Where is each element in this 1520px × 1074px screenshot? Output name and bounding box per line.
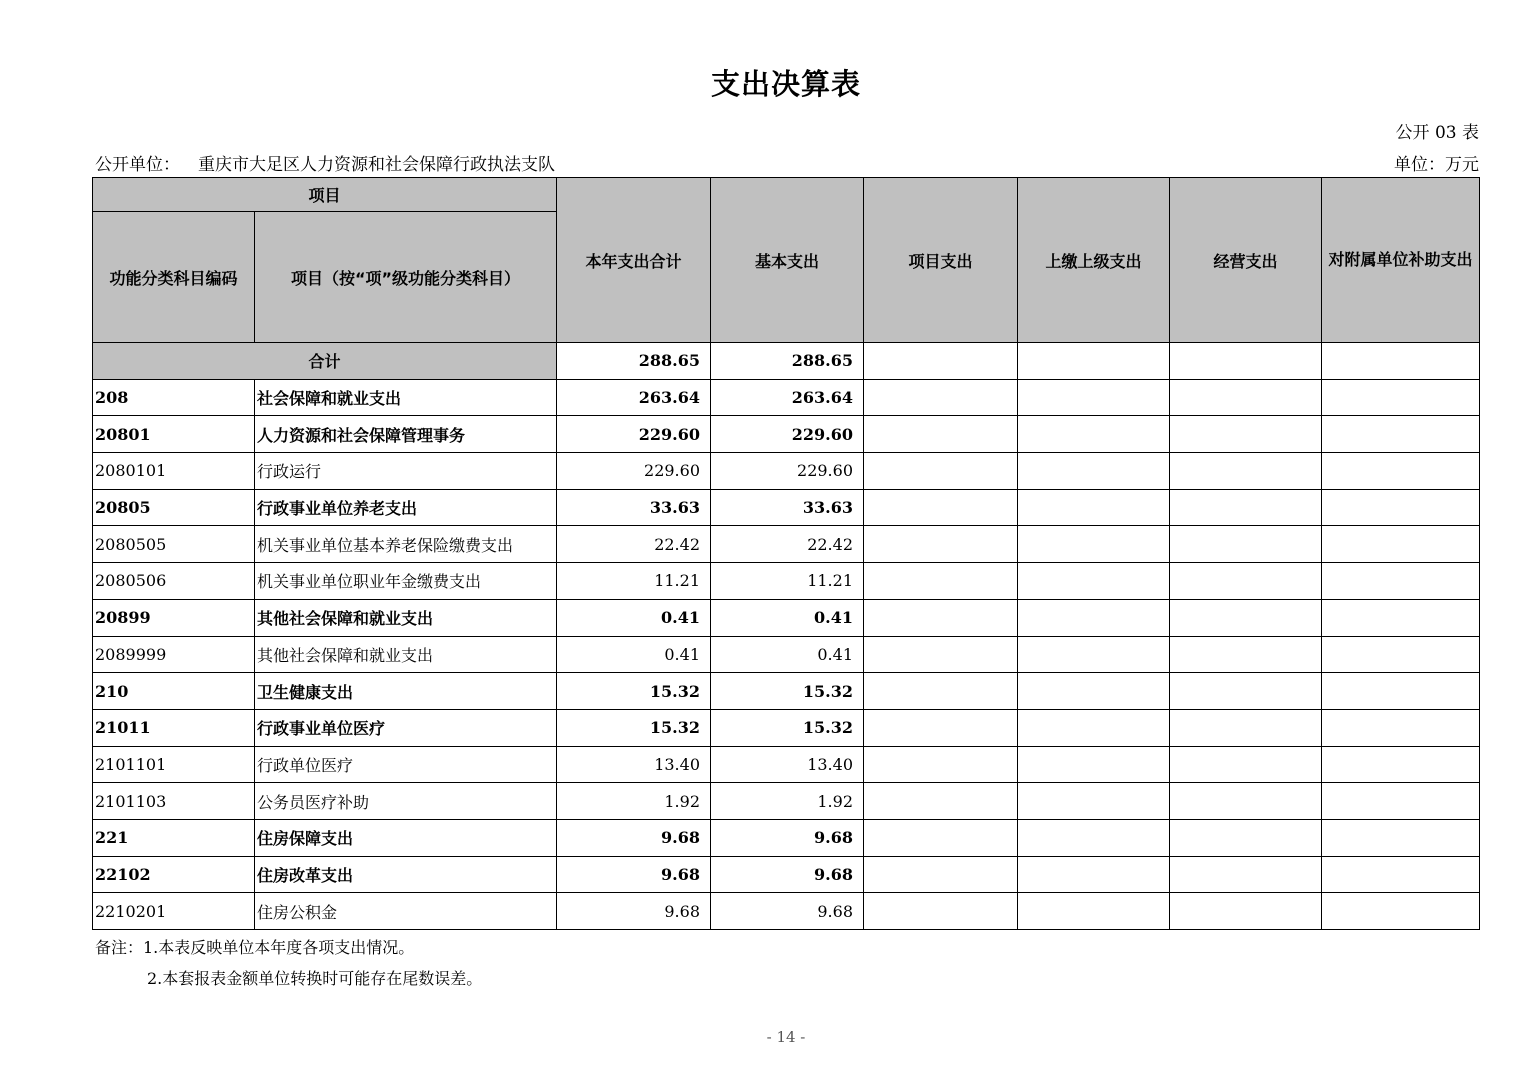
row-code: 21011 bbox=[93, 709, 255, 746]
row-upper-payment bbox=[1018, 416, 1170, 453]
row-subsidy bbox=[1322, 783, 1480, 820]
header-business: 经营支出 bbox=[1170, 178, 1322, 343]
row-total: 0.41 bbox=[557, 636, 711, 673]
table-row bbox=[93, 709, 1480, 746]
row-basic: 263.64 bbox=[711, 379, 864, 416]
table-row bbox=[93, 563, 1480, 600]
table-row bbox=[93, 783, 1480, 820]
row-total: 33.63 bbox=[557, 489, 711, 526]
row-code: 20805 bbox=[93, 489, 255, 526]
header-project: 项目 bbox=[93, 178, 557, 212]
row-basic: 9.68 bbox=[711, 819, 864, 856]
total-amount: 288.65 bbox=[557, 343, 711, 380]
row-name: 行政单位医疗 bbox=[255, 746, 557, 783]
row-subsidy bbox=[1322, 379, 1480, 416]
row-project-expense bbox=[864, 819, 1018, 856]
row-upper-payment bbox=[1018, 489, 1170, 526]
row-project-expense bbox=[864, 673, 1018, 710]
row-business bbox=[1170, 709, 1322, 746]
row-upper-payment bbox=[1018, 783, 1170, 820]
row-code: 22102 bbox=[93, 856, 255, 893]
row-upper-payment bbox=[1018, 746, 1170, 783]
row-upper-payment bbox=[1018, 563, 1170, 600]
row-total: 0.41 bbox=[557, 599, 711, 636]
table-row bbox=[93, 599, 1480, 636]
row-name: 公务员医疗补助 bbox=[255, 783, 557, 820]
row-upper-payment bbox=[1018, 636, 1170, 673]
row-name: 社会保障和就业支出 bbox=[255, 379, 557, 416]
unit-label: 公开单位： bbox=[95, 155, 180, 175]
row-project-expense bbox=[864, 709, 1018, 746]
row-total: 15.32 bbox=[557, 709, 711, 746]
row-code: 2101101 bbox=[93, 746, 255, 783]
row-subsidy bbox=[1322, 819, 1480, 856]
table-row bbox=[93, 746, 1480, 783]
row-total: 1.92 bbox=[557, 783, 711, 820]
table-row bbox=[93, 893, 1480, 930]
row-code: 221 bbox=[93, 819, 255, 856]
header-upper-payment: 上缴上级支出 bbox=[1018, 178, 1170, 343]
row-subsidy bbox=[1322, 599, 1480, 636]
row-code: 20801 bbox=[93, 416, 255, 453]
row-total: 229.60 bbox=[557, 416, 711, 453]
total-basic: 288.65 bbox=[711, 343, 864, 380]
row-subsidy bbox=[1322, 636, 1480, 673]
note-2: 2.本套报表金额单位转换时可能存在尾数误差。 bbox=[147, 969, 483, 988]
total-business bbox=[1170, 343, 1322, 380]
row-business bbox=[1170, 379, 1322, 416]
row-name: 其他社会保障和就业支出 bbox=[255, 636, 557, 673]
form-number: 公开 03 表 bbox=[1395, 123, 1479, 143]
row-code: 2210201 bbox=[93, 893, 255, 930]
row-subsidy bbox=[1322, 453, 1480, 490]
row-total: 13.40 bbox=[557, 746, 711, 783]
row-business bbox=[1170, 783, 1322, 820]
row-name: 卫生健康支出 bbox=[255, 673, 557, 710]
row-basic: 0.41 bbox=[711, 636, 864, 673]
row-code: 2080101 bbox=[93, 453, 255, 490]
row-upper-payment bbox=[1018, 526, 1170, 563]
row-project-expense bbox=[864, 599, 1018, 636]
header-basic: 基本支出 bbox=[711, 178, 864, 343]
total-label: 合计 bbox=[93, 343, 557, 380]
row-business bbox=[1170, 673, 1322, 710]
row-total: 15.32 bbox=[557, 673, 711, 710]
row-name: 其他社会保障和就业支出 bbox=[255, 599, 557, 636]
row-subsidy bbox=[1322, 746, 1480, 783]
row-business bbox=[1170, 746, 1322, 783]
row-basic: 11.21 bbox=[711, 563, 864, 600]
row-business bbox=[1170, 489, 1322, 526]
row-basic: 9.68 bbox=[711, 893, 864, 930]
reporting-unit bbox=[95, 150, 555, 175]
row-name: 住房公积金 bbox=[255, 893, 557, 930]
row-basic: 229.60 bbox=[711, 416, 864, 453]
row-project-expense bbox=[864, 856, 1018, 893]
unit-name: 重庆市大足区人力资源和社会保障行政执法支队 bbox=[198, 155, 555, 175]
row-code: 2089999 bbox=[93, 636, 255, 673]
row-project-expense bbox=[864, 526, 1018, 563]
row-code: 2101103 bbox=[93, 783, 255, 820]
row-subsidy bbox=[1322, 563, 1480, 600]
table-row bbox=[93, 416, 1480, 453]
row-total: 229.60 bbox=[557, 453, 711, 490]
row-business bbox=[1170, 599, 1322, 636]
row-code: 20899 bbox=[93, 599, 255, 636]
table-row bbox=[93, 673, 1480, 710]
row-business bbox=[1170, 453, 1322, 490]
table-row bbox=[93, 636, 1480, 673]
row-project-expense bbox=[864, 893, 1018, 930]
total-row bbox=[93, 343, 1480, 380]
row-business bbox=[1170, 636, 1322, 673]
row-basic: 15.32 bbox=[711, 673, 864, 710]
row-total: 22.42 bbox=[557, 526, 711, 563]
row-project-expense bbox=[864, 563, 1018, 600]
row-name: 行政运行 bbox=[255, 453, 557, 490]
row-upper-payment bbox=[1018, 893, 1170, 930]
note-1: 备注：1.本表反映单位本年度各项支出情况。 bbox=[95, 938, 415, 957]
row-project-expense bbox=[864, 636, 1018, 673]
row-subsidy bbox=[1322, 709, 1480, 746]
table-row bbox=[93, 819, 1480, 856]
total-project-expense bbox=[864, 343, 1018, 380]
row-subsidy bbox=[1322, 893, 1480, 930]
row-business bbox=[1170, 893, 1322, 930]
row-basic: 33.63 bbox=[711, 489, 864, 526]
table-row bbox=[93, 526, 1480, 563]
row-subsidy bbox=[1322, 489, 1480, 526]
row-basic: 22.42 bbox=[711, 526, 864, 563]
row-project-expense bbox=[864, 489, 1018, 526]
row-business bbox=[1170, 416, 1322, 453]
row-business bbox=[1170, 563, 1322, 600]
row-subsidy bbox=[1322, 416, 1480, 453]
currency-unit: 单位：万元 bbox=[1394, 155, 1479, 175]
row-subsidy bbox=[1322, 856, 1480, 893]
row-name: 行政事业单位医疗 bbox=[255, 709, 557, 746]
row-business bbox=[1170, 526, 1322, 563]
row-name: 机关事业单位职业年金缴费支出 bbox=[255, 563, 557, 600]
table-row bbox=[93, 856, 1480, 893]
row-project-expense bbox=[864, 453, 1018, 490]
row-basic: 229.60 bbox=[711, 453, 864, 490]
total-subsidy bbox=[1322, 343, 1480, 380]
row-total: 9.68 bbox=[557, 856, 711, 893]
row-business bbox=[1170, 819, 1322, 856]
row-project-expense bbox=[864, 783, 1018, 820]
row-total: 263.64 bbox=[557, 379, 711, 416]
row-upper-payment bbox=[1018, 453, 1170, 490]
row-business bbox=[1170, 856, 1322, 893]
row-upper-payment bbox=[1018, 709, 1170, 746]
table-row bbox=[93, 489, 1480, 526]
row-basic: 15.32 bbox=[711, 709, 864, 746]
row-basic: 0.41 bbox=[711, 599, 864, 636]
row-code: 208 bbox=[93, 379, 255, 416]
row-basic: 1.92 bbox=[711, 783, 864, 820]
row-name: 人力资源和社会保障管理事务 bbox=[255, 416, 557, 453]
header-total: 本年支出合计 bbox=[557, 178, 711, 343]
table-row bbox=[93, 379, 1480, 416]
page-title: 支出决算表 bbox=[710, 67, 861, 101]
row-basic: 13.40 bbox=[711, 746, 864, 783]
row-upper-payment bbox=[1018, 379, 1170, 416]
expenditure-table bbox=[92, 177, 1480, 930]
table-row bbox=[93, 453, 1480, 490]
row-code: 2080505 bbox=[93, 526, 255, 563]
header-subsidy: 对附属单位补助支出 bbox=[1322, 178, 1480, 343]
row-name: 机关事业单位基本养老保险缴费支出 bbox=[255, 526, 557, 563]
row-name: 住房保障支出 bbox=[255, 819, 557, 856]
row-code: 210 bbox=[93, 673, 255, 710]
row-upper-payment bbox=[1018, 673, 1170, 710]
total-upper-payment bbox=[1018, 343, 1170, 380]
row-upper-payment bbox=[1018, 599, 1170, 636]
row-upper-payment bbox=[1018, 856, 1170, 893]
row-project-expense bbox=[864, 379, 1018, 416]
row-project-expense bbox=[864, 416, 1018, 453]
header-code: 功能分类科目编码 bbox=[93, 212, 255, 343]
row-name: 行政事业单位养老支出 bbox=[255, 489, 557, 526]
row-total: 9.68 bbox=[557, 893, 711, 930]
row-project-expense bbox=[864, 746, 1018, 783]
row-code: 2080506 bbox=[93, 563, 255, 600]
row-total: 9.68 bbox=[557, 819, 711, 856]
header-project-expense: 项目支出 bbox=[864, 178, 1018, 343]
row-subsidy bbox=[1322, 673, 1480, 710]
row-name: 住房改革支出 bbox=[255, 856, 557, 893]
header-name: 项目（按“项”级功能分类科目） bbox=[255, 212, 557, 343]
row-total: 11.21 bbox=[557, 563, 711, 600]
row-basic: 9.68 bbox=[711, 856, 864, 893]
row-subsidy bbox=[1322, 526, 1480, 563]
row-upper-payment bbox=[1018, 819, 1170, 856]
page-number: - 14 - bbox=[766, 1028, 806, 1046]
notes bbox=[95, 932, 482, 994]
